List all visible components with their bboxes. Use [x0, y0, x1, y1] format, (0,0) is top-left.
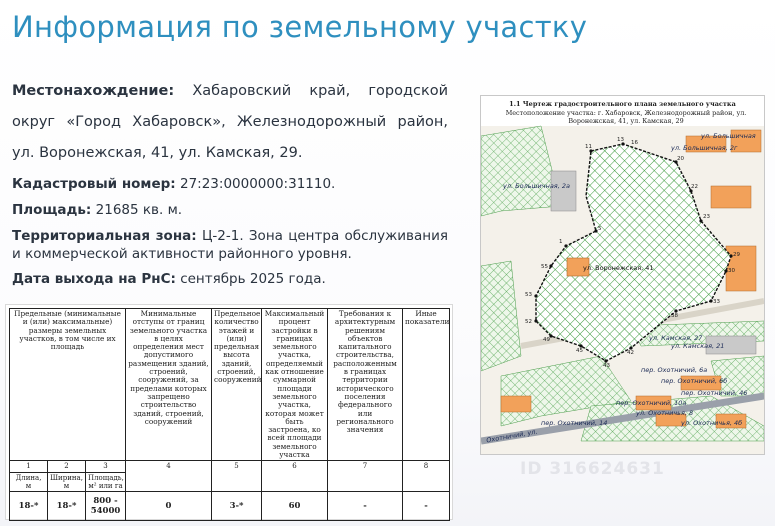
location-value: Хабаровский край, городской округ «Город Хабаровск», Железнодорожный район, ул. Воронежская, 41, ул. Камская, 29.: [12, 83, 448, 161]
zone-label: Территориальная зона:: [12, 228, 197, 244]
parcel-label: ул. Воронежская, 41: [583, 264, 654, 272]
street-label: пер. Охотничий, 6б: [661, 377, 728, 385]
area-block: [12, 201, 448, 219]
value-cell: 60: [262, 492, 328, 521]
street-label: пер. Охотничий, 10а: [616, 399, 687, 407]
header-cell: Минимальные отступы от границ земельного участка в целях определения мест допустимого размещения зданий, строений, сооружений, за пределами которых запрещено строительство зданий, строений, сооружений: [126, 309, 212, 461]
table-header-row: [10, 309, 450, 461]
number-cell: 5: [212, 461, 262, 492]
point-label: 5: [598, 226, 602, 232]
cadastral-value: 27:23:0000000:31110.: [179, 176, 336, 192]
header-cell: Предельное количество этажей и (или) предельная высота зданий, строений, сооружений: [212, 309, 262, 461]
point-label: 45: [576, 348, 583, 354]
date-label: Дата выхода на РнС:: [12, 271, 176, 287]
street-label: ул. Камская, 21: [671, 342, 725, 350]
point-label: 13: [617, 137, 624, 143]
subheader-cell: Площадь, м² или га: [86, 473, 126, 492]
point-label: 52: [525, 319, 532, 325]
slide-title: Информация по земельному участку: [12, 10, 588, 44]
value-cell: 18-*: [48, 492, 86, 521]
area-value: 21685 кв. м.: [95, 202, 183, 218]
subheader-cell: Длина, м: [10, 473, 48, 492]
header-cell: Максимальный процент застройки в границах земельного участка, определяемый как отношение суммарной площади земельного участка, которая может быть застроена, ко всей площади земельного участка: [262, 309, 328, 461]
street-label: ул. Большичная: [701, 132, 756, 140]
street-label: Охотничий, ул.: [485, 427, 539, 445]
zone-block: [12, 227, 448, 263]
number-cell: 8: [403, 461, 450, 492]
header-cell: Предельные (минимальные и (или) максимальные) размеры земельных участков, в том числе их площадь: [10, 309, 126, 461]
regulation-table-scan: [5, 304, 453, 520]
subheader-cell: Ширина, м: [48, 473, 86, 492]
point-label: 53: [525, 292, 532, 298]
value-cell: 0: [126, 492, 212, 521]
point-label: 16: [631, 140, 638, 146]
date-block: [12, 270, 448, 288]
point-label: 43: [603, 363, 610, 369]
date-value: сентябрь 2025 года.: [180, 271, 326, 287]
street-label: ул. Охотничья, 4б: [681, 419, 743, 427]
street-label: пер. Охотничий, 14: [541, 419, 608, 427]
point-label: 30: [728, 268, 735, 274]
point-label: 11: [585, 144, 592, 150]
street-label: пер. Охотничий, 6а: [641, 366, 708, 374]
point-label: 33: [713, 299, 720, 305]
header-cell: Иные показатели: [403, 309, 450, 461]
area-label: Площадь:: [12, 202, 92, 218]
value-cell: 18-*: [10, 492, 48, 521]
street-label: пер. Охотничий, 46: [681, 389, 748, 397]
street-label: ул. Охотничья, 8: [636, 409, 694, 417]
point-label: 38: [671, 313, 678, 319]
point-label: 23: [703, 214, 710, 220]
watermark: ID 316624631: [520, 459, 665, 479]
value-cell: -: [403, 492, 450, 521]
value-cell: 3-*: [212, 492, 262, 521]
number-cell: 3: [86, 461, 126, 473]
point-label: 20: [677, 156, 684, 162]
point-label: 42: [627, 350, 634, 356]
value-cell: 800 - 54000: [86, 492, 126, 521]
street-label: ул. Камская, 27: [649, 334, 703, 342]
cadastral-block: [12, 175, 448, 193]
number-cell: 1: [10, 461, 48, 473]
location-block: [12, 76, 448, 169]
number-cell: 2: [48, 461, 86, 473]
cadastral-label: Кадастровый номер:: [12, 176, 176, 192]
table-number-row: [10, 461, 450, 473]
value-cell: -: [328, 492, 403, 521]
site-plan-map: [480, 95, 765, 455]
number-cell: 6: [262, 461, 328, 492]
point-label: 22: [691, 184, 698, 190]
header-cell: Требования к архитектурным решениям объектов капитального строительства, расположенным в границах территории исторического поселения федерального или регионального значения: [328, 309, 403, 461]
map-title: 1.1 Чертеж градостроительного плана земельного участка: [509, 100, 736, 108]
zone-value: Ц-2-1. Зона центра обслуживания и коммерческой активности районного уровня.: [12, 228, 448, 262]
point-label: 49: [543, 337, 550, 343]
point-label: 55: [541, 264, 548, 270]
point-label: 29: [733, 252, 740, 258]
location-label: Местонахождение:: [12, 83, 175, 99]
street-label: ул. Большичная, 2а: [503, 182, 570, 190]
street-label: ул. Большичная, 2г: [671, 144, 738, 152]
number-cell: 4: [126, 461, 212, 492]
map-location: Местоположение участка: г. Хабаровск, Железнодорожный район, ул. Воронежская, 41, ул. Камская, 29: [505, 109, 747, 125]
table-value-row: [10, 492, 450, 521]
point-label: 1: [559, 239, 563, 245]
regulation-table: [9, 308, 450, 521]
number-cell: 7: [328, 461, 403, 492]
